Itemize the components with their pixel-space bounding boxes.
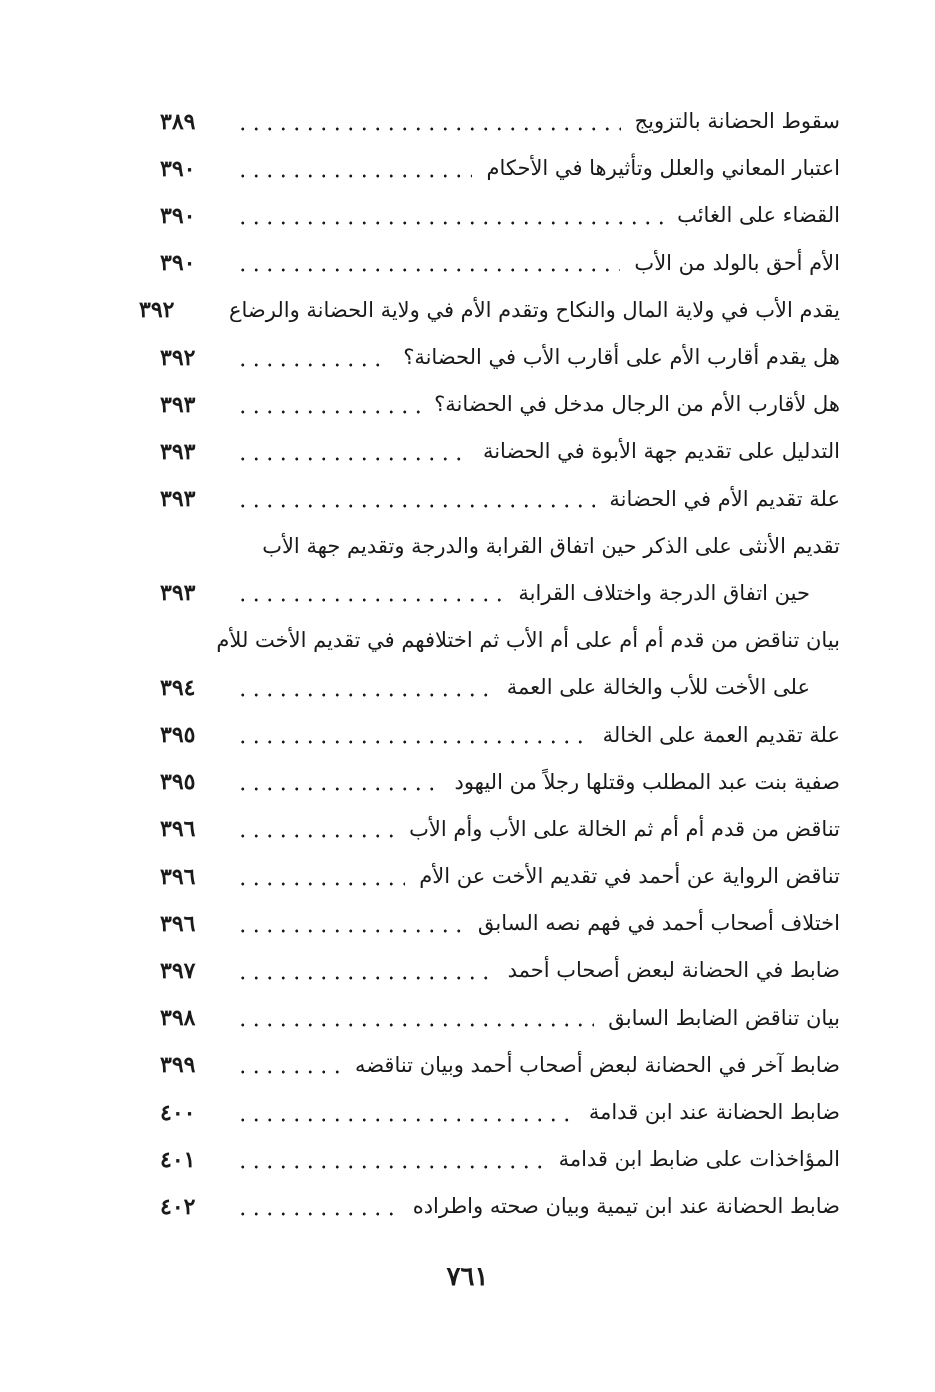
dot-leader [236,787,440,791]
dot-leader [236,976,494,980]
toc-entry-page: ٣٩٥ [160,769,196,796]
toc-entry-title: هل يقدم أقارب الأم على أقارب الأب في الحضانة؟ [403,345,840,370]
toc-entry-page: ٣٩٦ [160,816,196,843]
toc-entry-page: ٣٩٣ [160,486,196,513]
toc-entry-title: ضابط الحضانة عند ابن تيمية وبيان صحته واطراده [412,1194,840,1219]
toc-entry-title: تناقض من قدم أم أم ثم الخالة على الأب وأم الأب [409,816,840,841]
toc-entry [139,287,840,334]
toc-entry-page: ٤٠٢ [160,1193,196,1220]
toc-entry [160,711,840,758]
dot-leader [236,1070,341,1074]
toc-entry-title: اعتبار المعاني والعلل وتأثيرها في الأحكام [486,156,840,181]
toc-entry-title: هل لأقارب الأم من الرجال مدخل في الحضانة؟ [434,392,840,417]
dot-leader [236,1023,594,1027]
toc-entry [160,1183,840,1230]
dot-leader [236,221,663,225]
toc-entry-page: ٣٩٣ [160,391,196,418]
toc-entry-page: ٣٩٦ [160,910,196,937]
dot-leader [236,268,620,272]
toc-entry-page: ٣٩٢ [160,344,196,371]
toc-entry [160,98,840,145]
toc-entry-page: ٤٠١ [160,1146,196,1173]
toc-entry-title: الأم أحق بالولد من الأب [634,250,840,275]
toc-entry-title: ضابط الحضانة عند ابن قدامة [588,1100,840,1125]
toc-entry-title: علة تقديم الأم في الحضانة [609,486,840,511]
toc-entry-page: ٣٩٠ [160,155,196,182]
toc-entry-page: ٣٩٣ [160,580,196,607]
toc-entry [160,1089,840,1136]
toc-entry-page: ٣٨٩ [160,108,196,135]
dot-leader [236,504,595,508]
toc-entry-page: ٣٩٢ [139,297,175,324]
toc-entry-title: القضاء على الغائب [677,203,840,228]
dot-leader [236,127,621,131]
toc-entry [160,995,840,1042]
toc-entry-title: التدليل على تقديم جهة الأبوة في الحضانة [482,439,840,464]
dot-leader [236,363,389,367]
dot-leader [236,410,420,414]
toc-entry-title: يقدم الأب في ولاية المال والنكاح وتقدم الأم في ولاية الحضانة والرضاع [229,297,840,322]
dot-leader [236,693,493,697]
toc-entry [160,334,840,381]
toc-entry [160,759,840,806]
toc-entry [160,900,840,947]
toc-entry-page: ٣٩٣ [160,438,196,465]
toc-entry-title: بيان تناقض الضابط السابق [608,1005,840,1030]
toc-entry-continuation [160,570,840,617]
dot-leader [236,834,395,838]
dot-leader [236,882,405,886]
toc-entry-title: سقوط الحضانة بالتزويج [634,109,840,134]
toc-entry-title: ضابط آخر في الحضانة لبعض أصحاب أحمد وبيان تناقضه [354,1052,840,1077]
toc-entry [160,145,840,192]
toc-entry-title: تناقض الرواية عن أحمد في تقديم الأخت عن الأم [419,864,840,889]
toc-entry-title: ضابط في الحضانة لبعض أصحاب أحمد [507,958,840,983]
toc-entry [160,240,840,287]
toc-entry [160,192,840,239]
toc-entry-wrapped [160,617,840,664]
page-number: ٧٦١ [446,1262,489,1292]
dot-leader [236,174,472,178]
toc-entry [160,381,840,428]
toc-entry-title: على الأخت للأب والخالة على العمة [506,675,810,700]
dot-leader [236,457,469,461]
toc-entry [160,947,840,994]
toc-entry-page: ٣٩٠ [160,250,196,277]
dot-leader [236,1118,575,1122]
toc-entry [160,428,840,475]
toc-entry-title: المؤاخذات على ضابط ابن قدامة [558,1147,840,1172]
toc-entry [160,1136,840,1183]
toc-entry [160,806,840,853]
toc-entry-page: ٣٩٥ [160,722,196,749]
dot-leader [236,1212,399,1216]
toc-entry-title: بيان تناقض من قدم أم أم على أم الأب ثم اختلافهم في تقديم الأخت للأم [216,628,840,653]
dot-leader [236,929,464,933]
toc-entry-page: ٤٠٠ [160,1099,196,1126]
dot-leader [236,1165,545,1169]
toc-entry-title: حين اتفاق الدرجة واختلاف القرابة [518,580,810,605]
toc-entry-page: ٣٩٦ [160,863,196,890]
dot-leader [236,740,589,744]
table-of-contents [139,98,840,1231]
toc-entry-page: ٣٩٧ [160,957,196,984]
toc-entry [160,476,840,523]
toc-entry [160,853,840,900]
toc-entry-wrapped [160,523,840,570]
dot-leader [236,598,504,602]
toc-entry-title: صفية بنت عبد المطلب وقتلها رجلاً من اليهود [454,769,840,794]
toc-entry [160,1042,840,1089]
toc-entry-title: اختلاف أصحاب أحمد في فهم نصه السابق [477,911,840,936]
toc-entry-title: علة تقديم العمة على الخالة [602,722,840,747]
toc-entry-page: ٣٩٩ [160,1052,196,1079]
toc-entry-page: ٣٩٤ [160,674,196,701]
toc-entry-continuation [160,664,840,711]
toc-entry-title: تقديم الأنثى على الذكر حين اتفاق القرابة والدرجة وتقديم جهة الأب [262,533,840,558]
toc-entry-page: ٣٩٠ [160,202,196,229]
toc-entry-page: ٣٩٨ [160,1005,196,1032]
